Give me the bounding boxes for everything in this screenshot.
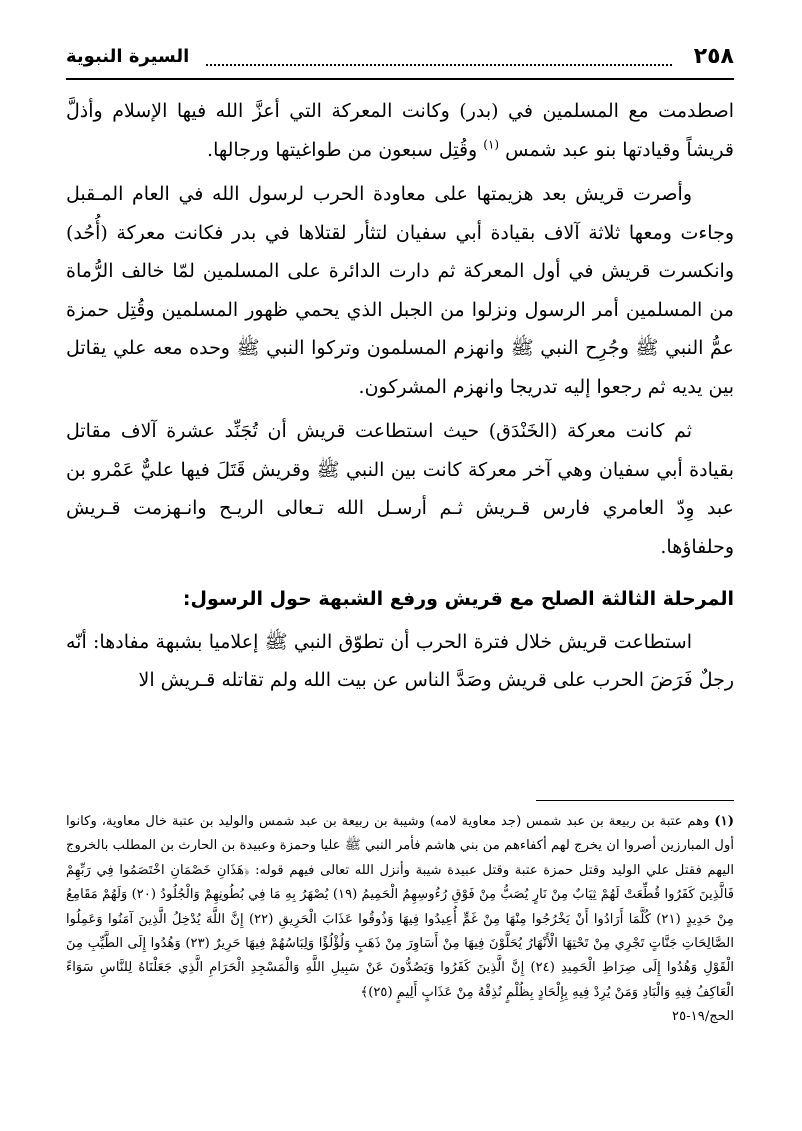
paragraph-khandaq: ثم كانت معركة (الخَنْدَق) حيث استطاعت قريش أن تُجَنِّد عشرة آلاف مقاتل بقيادة أبي سفيان وهي آخر معركة كانت بين النبي ﷺ وقريش قَتَلَ فيها عليٌّ عَمْرو بن عبد وِدّ العامري فارس قـريش ثـم أرسـل الله تـعالى الريـح وانـهزمت قـريش وحلفاؤها. xyxy=(66,420,734,558)
footnote-divider xyxy=(536,800,734,801)
paragraph-text: اصطدمت مع المسلمين في (بدر) وكانت المعركة التي أعزَّ الله فيها الإسلام وأذلَّ قريشاً وقيادتها بنو عبد شمس xyxy=(66,100,734,161)
footnote-number: (١) xyxy=(714,814,734,829)
page-header xyxy=(66,40,734,80)
section-heading: المرحلة الثالثة الصلح مع قريش ورفع الشبهة حول الرسول: xyxy=(182,588,734,610)
footnote-marker[interactable]: (١) xyxy=(483,137,500,152)
paragraph-badr xyxy=(66,92,734,169)
paragraph-truce: استطاعت قريش خلال فترة الحرب أن تطوّق النبي ﷺ إعلاميا بشبهة مفادها: أنّه رجلٌ فَرَضَ الحرب على قريش وصَدَّ الناس عن بيت الله ولم تقاتله قـريش الا xyxy=(66,630,734,691)
main-text xyxy=(66,92,734,706)
footnote-citation: الحج/١٩-٢٥ xyxy=(672,1009,734,1025)
footnote-text: وهم عتبة بن ربيعة بن عبد شمس (جد معاوية لامه) وشيبة بن ربيعة بن عبد شمس والوليد بن عتبة خال معاوية، وكانوا أول المبارزين أصروا ان يخرج لهم أكفاءهم من بني هاشم فأمر النبي ﷺ عليا وحمزة وعبيدة بن الحارث بن المطلب بالخروج اليهم فقتل علي الوليد وقتل حمزة عتبة وقتل عبيدة شيبة وأنزل الله تعالى فيهم قوله: ﴿هَذَانِ خَصْمَانِ اخْتَصَمُوا فِي رَبِّهِمْ فَالَّذِينَ كَفَرُوا قُطِّعَتْ لَهُمْ ثِيَابٌ مِنْ نَارٍ يُصَبُّ مِنْ فَوْقِ رُءُوسِهِمُ الْحَمِيمُ (١٩) يُصْهَرُ بِهِ مَا فِي بُطُونِهِمْ وَالْجُلُودُ (٢٠) وَلَهُمْ مَقَامِعُ مِنْ حَدِيدٍ (٢١) كُلَّمَا أَرَادُوا أَنْ يَخْرُجُوا مِنْهَا مِنْ غَمٍّ أُعِيدُوا فِيهَا وَذُوقُوا عَذَابَ الْحَرِيقِ (٢٢) إِنَّ اللَّهَ يُدْخِلُ الَّذِينَ آمَنُوا وَعَمِلُوا الصَّالِحَاتِ جَنَّاتٍ تَجْرِي مِنْ تَحْتِهَا الْأَنْهَارُ يُحَلَّوْنَ فِيهَا مِنْ أَسَاوِرَ مِنْ ذَهَبٍ وَلُؤْلُؤًا وَلِبَاسُهُمْ فِيهَا حَرِيرٌ (٢٣) وَهُدُوا إِلَى الطَّيِّبِ مِنَ الْقَوْلِ وَهُدُوا إِلَى صِرَاطِ الْحَمِيدِ (٢٤) إِنَّ الَّذِينَ كَفَرُوا وَيَصُدُّونَ عَنْ سَبِيلِ اللَّهِ وَالْمَسْجِدِ الْحَرَامِ الَّذِي جَعَلْنَاهُ لِلنَّاسِ سَوَاءً الْعَاكِفُ فِيهِ وَالْبَادِ وَمَنْ يُرِدْ فِيهِ بِإِلْحَادٍ بِظُلْمٍ نُذِقْهُ مِنْ عَذَابٍ أَلِيمٍ (٢٥)﴾ xyxy=(66,814,735,1000)
footnote xyxy=(66,810,734,1030)
page-number: ٢٥٨ xyxy=(693,44,734,69)
paragraph-text: وقُتِل سبعون من طواغيتها ورجالها. xyxy=(207,138,478,161)
paragraph-uhud: وأصرت قريش بعد هزيمتها على معاودة الحرب لرسول الله في العام المـقبل وجاءت ومعها ثلاثة آلاف بقيادة أبي سفيان لتثأر لقتلاها في بدر فكانت معركة (أُحُد) وانكسرت قريش في أول المعركة ثم دارت الدائرة على المسلمين لمّا خالف الرُّماة من المسلمين أمر الرسول ونزلوا من الجبل الذي يحمي ظهور المسلمين وقُتِل حمزة عمُّ النبي ﷺ وجُرِح النبي ﷺ وانهزم المسلمون وتركوا النبي ﷺ وحده معه علي يقاتل بين يديه ثم رجعوا إليه تدريجا وانهزم المشركون. xyxy=(66,183,734,398)
running-title: السيرة النبوية xyxy=(66,46,190,67)
dotted-leader xyxy=(206,64,672,66)
